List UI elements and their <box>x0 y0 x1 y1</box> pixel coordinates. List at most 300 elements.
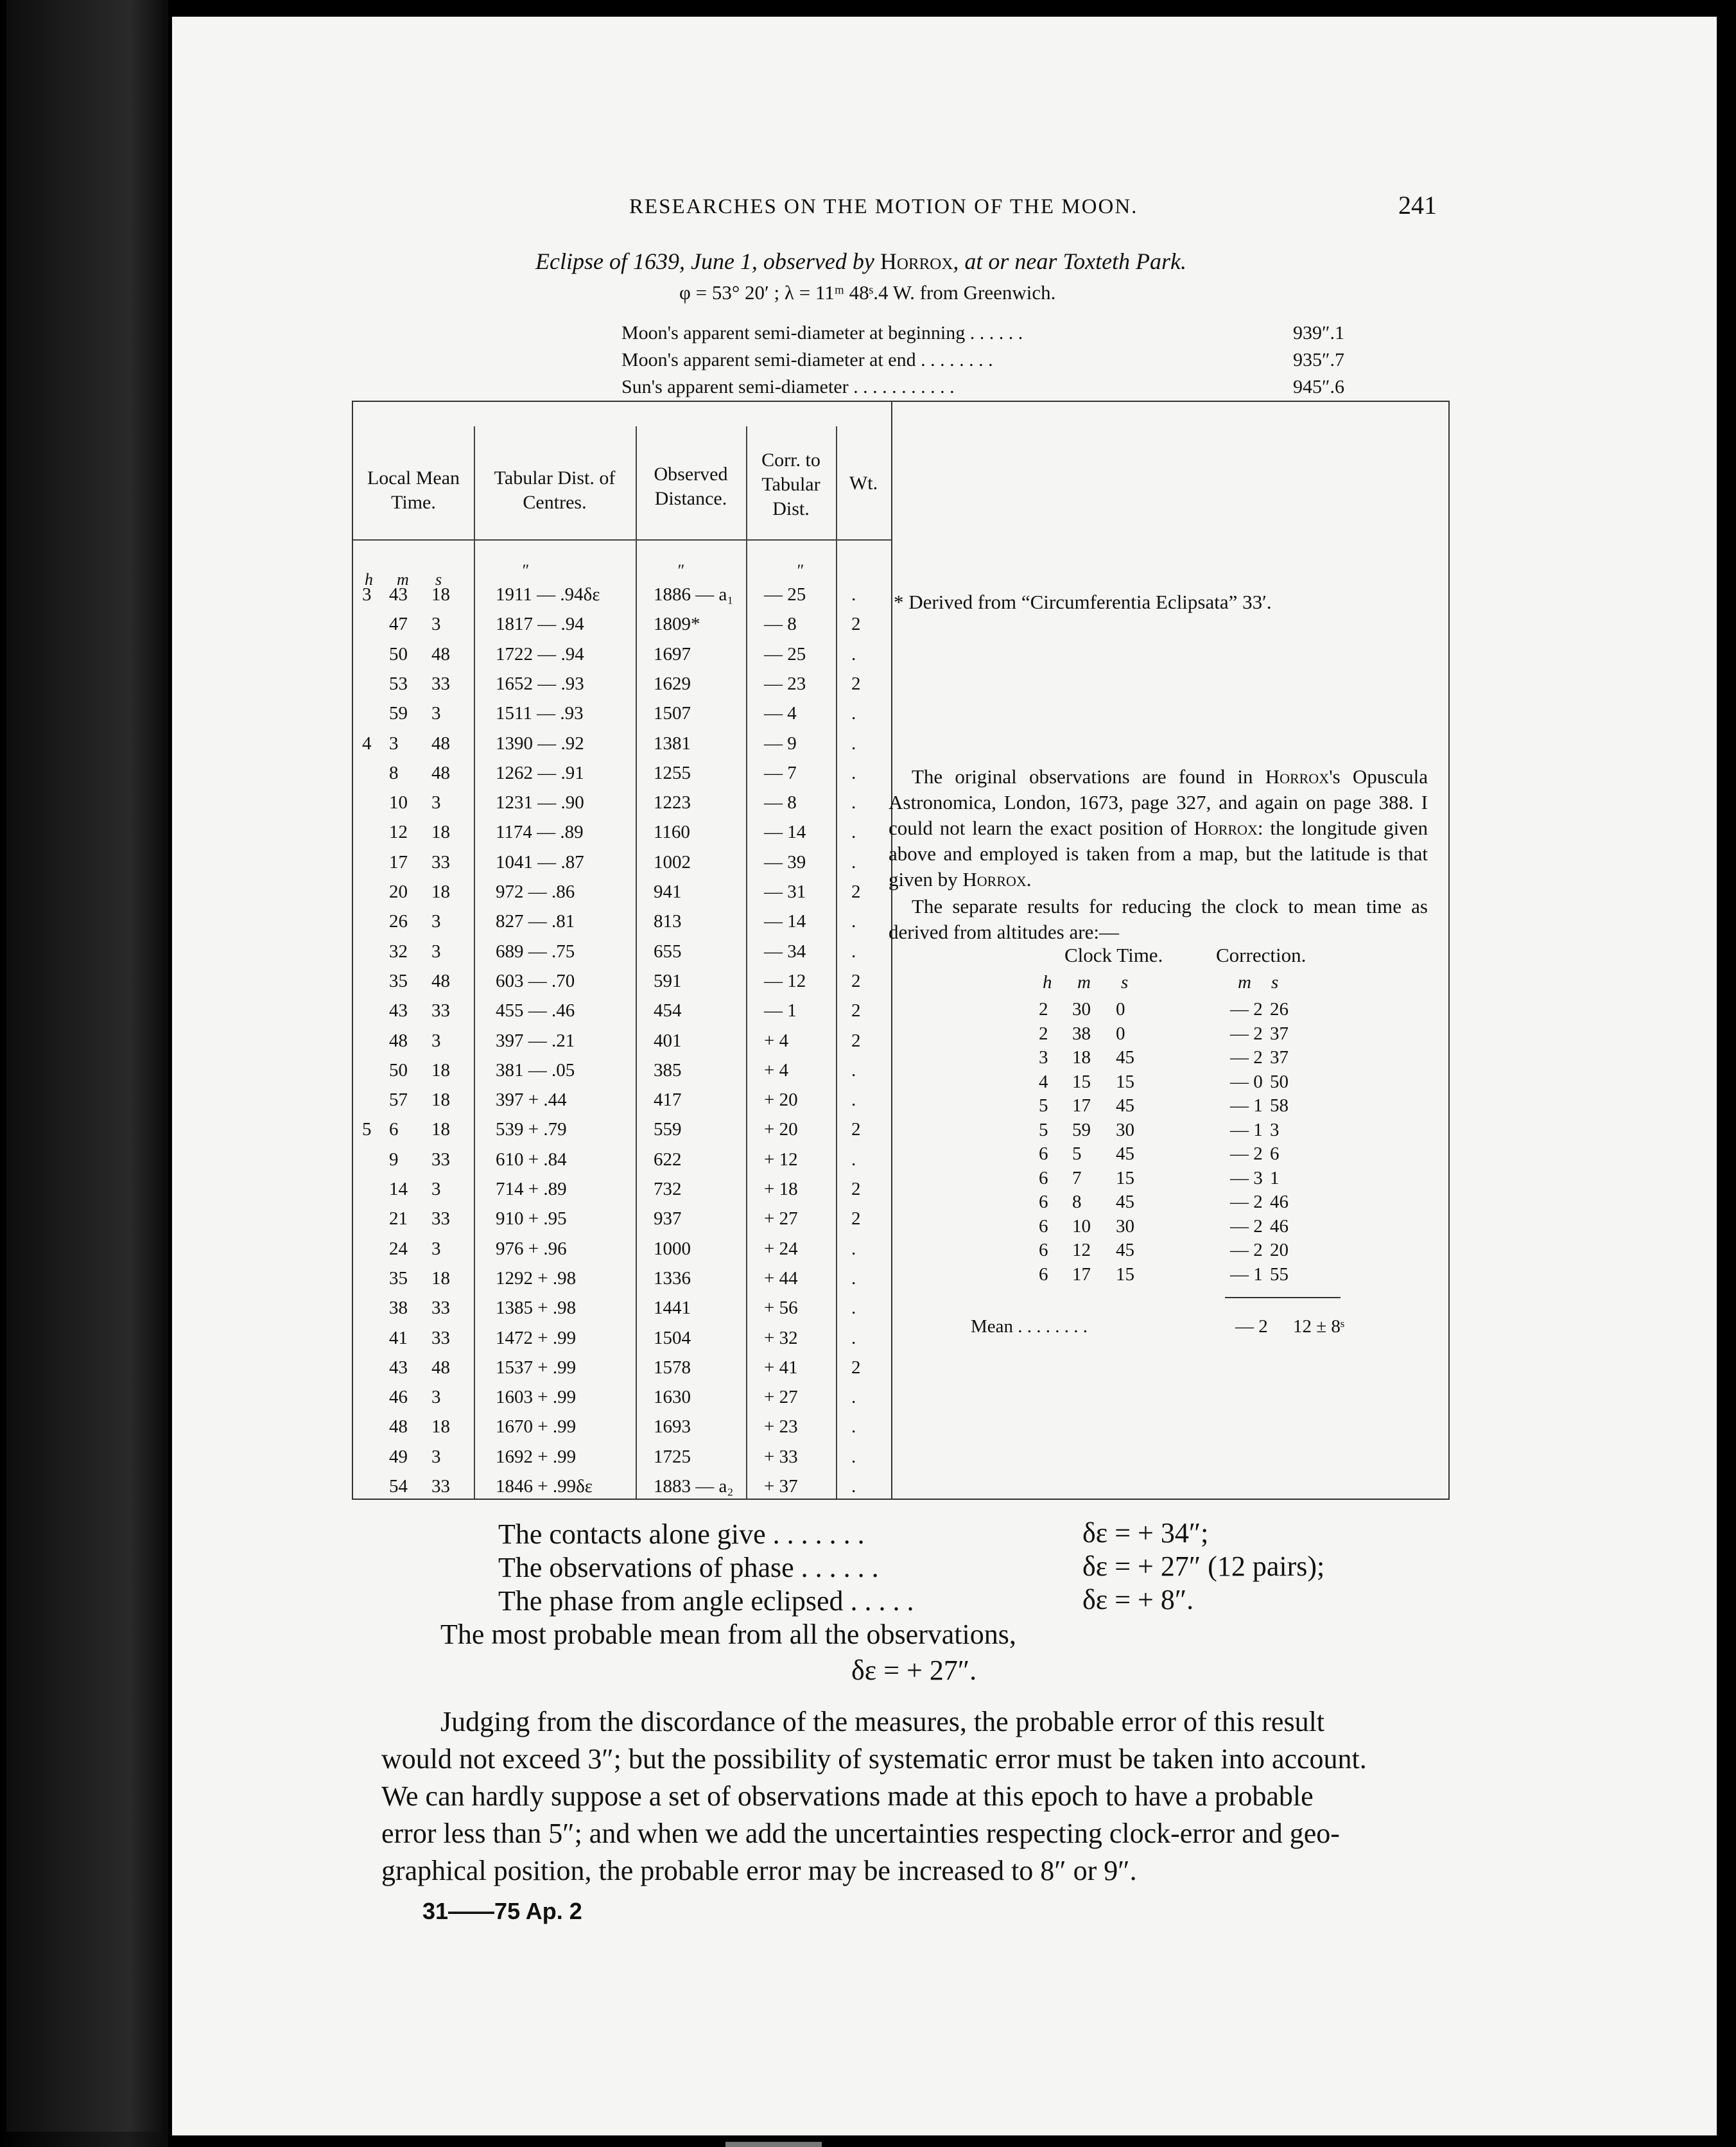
paragraph-text: The original observations are found in <box>912 765 1265 788</box>
row-observed-distance: 1381 <box>654 733 691 754</box>
row-weight: . <box>851 703 856 724</box>
row-minutes: 54 <box>389 1476 408 1497</box>
row-correction: — 34 <box>764 941 806 962</box>
unit-s: s <box>1121 972 1129 993</box>
row-correction: + 32 <box>764 1327 798 1348</box>
correction-minutes: — 3 <box>1230 1167 1263 1188</box>
row-weight: 2 <box>851 1208 861 1230</box>
semi-diameter-label: Moon's apparent semi-diameter at end . . . . . . . . <box>621 349 993 370</box>
row-tabular-distance: 1722 — .94 <box>496 643 584 665</box>
row-tabular-distance: 397 + .44 <box>496 1090 567 1111</box>
row-weight: . <box>851 1149 856 1170</box>
row-weight: . <box>851 911 856 932</box>
correction-seconds: 37 <box>1270 1023 1289 1044</box>
row-correction: + 24 <box>764 1238 798 1259</box>
unit-hours: h <box>365 570 373 589</box>
correction-seconds: 50 <box>1270 1071 1289 1092</box>
row-minutes: 43 <box>389 1357 408 1378</box>
eclipse-title-part1: Eclipse of 1639, June 1, observed by <box>535 248 880 274</box>
body-line: We can hardly suppose a set of observations made at this epoch to have a probable <box>381 1780 1314 1812</box>
clock-minutes: 12 <box>1072 1240 1091 1260</box>
header-correction: Corr. to Tabular Dist. <box>761 449 820 519</box>
row-correction: — 23 <box>764 673 806 694</box>
header-observed-distance: Observed Distance. <box>654 464 728 509</box>
row-weight: . <box>851 1387 856 1408</box>
row-correction: — 25 <box>764 643 806 665</box>
row-correction: + 4 <box>764 1030 789 1051</box>
row-correction: — 4 <box>764 703 797 724</box>
row-weight: 2 <box>851 673 861 694</box>
row-minutes: 32 <box>389 941 408 962</box>
row-weight: . <box>851 1238 856 1259</box>
clock-minutes: 8 <box>1072 1192 1082 1212</box>
correction-minutes: — 2 <box>1230 1023 1263 1044</box>
row-tabular-distance: 910 + .95 <box>496 1208 567 1230</box>
signature-mark: 31——75 Ap. 2 <box>422 1898 582 1924</box>
row-minutes: 10 <box>389 792 408 813</box>
correction-minutes: — 2 <box>1230 1215 1263 1237</box>
correction-seconds: 20 <box>1270 1240 1289 1260</box>
row-seconds: 3 <box>431 703 441 724</box>
row-observed-distance: 1630 <box>654 1387 691 1408</box>
row-weight: . <box>851 1327 856 1348</box>
row-weight: . <box>851 1416 856 1438</box>
row-minutes: 41 <box>389 1327 408 1348</box>
row-minutes: 35 <box>389 1267 408 1289</box>
row-weight: 2 <box>851 882 861 902</box>
clock-seconds: 15 <box>1116 1264 1134 1285</box>
row-correction: + 20 <box>764 1090 798 1111</box>
header-rule <box>353 539 891 541</box>
row-weight: . <box>851 1476 856 1497</box>
row-seconds: 3 <box>431 1238 441 1259</box>
semi-diameter-label: Sun's apparent semi-diameter . . . . . . . . . . . <box>621 376 955 397</box>
unit-minutes: m <box>397 570 409 589</box>
row-tabular-distance: 455 — .46 <box>496 1000 575 1021</box>
row-seconds: 48 <box>431 970 450 991</box>
row-correction: — 9 <box>764 733 797 754</box>
clock-seconds: 45 <box>1116 1047 1134 1068</box>
row-seconds: 3 <box>431 941 441 962</box>
row-correction: + 41 <box>764 1357 798 1378</box>
semi-diameter-value: 939″.1 <box>1293 322 1344 343</box>
row-observed-distance: 941 <box>654 882 682 902</box>
mean-label: Mean . . . . . . . . <box>971 1316 1088 1337</box>
header-tabular-distance: Tabular Dist. of Centres. <box>494 467 616 513</box>
row-correction: + 44 <box>764 1267 798 1289</box>
clock-hours: 2 <box>1039 1023 1048 1044</box>
column-divider <box>746 426 747 1499</box>
row-correction: + 18 <box>764 1179 798 1199</box>
clock-minutes: 15 <box>1072 1071 1091 1092</box>
row-tabular-distance: 1472 + .99 <box>496 1327 577 1348</box>
clock-seconds: 45 <box>1116 1192 1134 1212</box>
correction-seconds: 46 <box>1270 1215 1289 1237</box>
clock-minutes: 10 <box>1072 1215 1091 1237</box>
row-tabular-distance: 1911 — .94δε <box>496 584 600 605</box>
row-observed-distance: 1000 <box>654 1238 691 1259</box>
row-seconds: 33 <box>431 1149 450 1170</box>
row-correction: — 14 <box>764 822 806 843</box>
row-correction: — 31 <box>764 882 806 902</box>
row-weight: 2 <box>851 614 861 635</box>
unit-cm: m <box>1238 972 1251 993</box>
row-correction: + 23 <box>764 1416 798 1438</box>
clock-seconds: 45 <box>1116 1095 1134 1116</box>
clock-minutes: 59 <box>1072 1119 1091 1140</box>
row-minutes: 57 <box>389 1090 408 1111</box>
row-correction: — 12 <box>764 970 806 991</box>
row-tabular-distance: 1262 — .91 <box>496 762 584 783</box>
row-seconds: 18 <box>431 882 450 902</box>
row-minutes: 50 <box>389 643 408 665</box>
row-observed-distance: 655 <box>654 941 682 962</box>
row-seconds: 33 <box>431 673 450 694</box>
correction-minutes: — 1 <box>1230 1119 1263 1140</box>
row-observed-distance: 1002 <box>654 851 691 873</box>
paragraph-original-observations <box>889 764 1428 892</box>
name-horrox: Horrox <box>962 868 1027 891</box>
result-label: The contacts alone give . . . . . . . <box>498 1518 865 1550</box>
paragraph-text: : the longitude given above and employed is taken from a map, but the latitude is that given by <box>889 817 1428 891</box>
row-observed-distance: 1809* <box>654 614 700 635</box>
row-minutes: 17 <box>389 851 408 873</box>
row-minutes: 3 <box>389 733 399 754</box>
semi-diameter-value: 945″.6 <box>1293 376 1344 397</box>
row-tabular-distance: 1231 — .90 <box>496 792 584 813</box>
row-minutes: 48 <box>389 1030 408 1051</box>
running-head: RESEARCHES ON THE MOTION OF THE MOON. <box>629 195 1138 218</box>
row-seconds: 3 <box>431 911 441 932</box>
most-probable-value: δε = + 27″. <box>851 1655 977 1686</box>
correction-seconds: 46 <box>1270 1192 1289 1212</box>
unit-arcsec-tabular: ″ <box>521 561 528 580</box>
mean-rule <box>1225 1297 1341 1298</box>
row-weight: 2 <box>851 1030 861 1051</box>
row-minutes: 35 <box>389 970 408 991</box>
clock-seconds: 30 <box>1116 1119 1134 1140</box>
row-correction: — 1 <box>764 1000 797 1021</box>
row-observed-distance: 732 <box>654 1179 682 1199</box>
unit-m: m <box>1077 972 1091 993</box>
row-observed-distance: 1507 <box>654 703 691 724</box>
row-tabular-distance: 397 — .21 <box>496 1030 575 1051</box>
clock-seconds: 45 <box>1116 1143 1134 1164</box>
row-minutes: 21 <box>389 1208 408 1230</box>
row-seconds: 33 <box>431 1298 450 1319</box>
row-minutes: 8 <box>389 762 399 783</box>
row-tabular-distance: 1603 + .99 <box>496 1387 577 1408</box>
clock-hours: 6 <box>1039 1192 1048 1212</box>
clock-hours: 3 <box>1039 1047 1048 1068</box>
row-tabular-distance: 603 — .70 <box>496 970 575 991</box>
row-observed-distance: 622 <box>654 1149 682 1170</box>
row-tabular-distance: 714 + .89 <box>496 1179 567 1199</box>
unit-arcsec-correction: ″ <box>796 561 803 580</box>
correction-seconds: 6 <box>1270 1143 1280 1164</box>
clock-minutes: 17 <box>1072 1264 1091 1285</box>
clock-time-header: Clock Time. <box>1064 944 1163 966</box>
row-seconds: 3 <box>431 614 441 635</box>
row-seconds: 18 <box>431 1059 450 1081</box>
row-seconds: 3 <box>431 1446 441 1467</box>
clock-seconds: 45 <box>1116 1240 1134 1260</box>
row-tabular-distance: 381 — .05 <box>496 1059 575 1081</box>
row-seconds: 33 <box>431 851 450 873</box>
row-hours: 5 <box>362 1119 372 1140</box>
row-tabular-distance: 1652 — .93 <box>496 673 584 694</box>
row-correction: + 56 <box>764 1298 798 1319</box>
row-correction: + 12 <box>764 1149 798 1170</box>
semi-diameter-label: Moon's apparent semi-diameter at beginning . . . . . . <box>621 322 1023 343</box>
row-tabular-distance: 1670 + .99 <box>496 1416 577 1438</box>
row-observed-distance: 1725 <box>654 1446 691 1467</box>
clock-minutes: 18 <box>1072 1047 1091 1068</box>
row-weight: 2 <box>851 1000 861 1021</box>
row-observed-distance: 1697 <box>654 643 691 665</box>
row-correction: — 14 <box>764 911 806 932</box>
semi-diameter-value: 935″.7 <box>1293 349 1344 370</box>
mean-minutes: — 2 <box>1235 1316 1268 1337</box>
row-tabular-distance: 1511 — .93 <box>496 703 584 724</box>
row-weight: . <box>851 762 856 783</box>
row-observed-distance: 1693 <box>654 1416 691 1438</box>
row-minutes: 20 <box>389 882 408 902</box>
coordinates: φ = 53° 20′ ; λ = 11ᵐ 48ˢ.4 W. from Greenwich. <box>679 281 1056 304</box>
correction-minutes: — 2 <box>1230 1047 1263 1068</box>
clock-hours: 6 <box>1039 1215 1048 1237</box>
most-probable-label: The most probable mean from all the observations, <box>440 1619 1016 1650</box>
row-observed-distance: 1223 <box>654 792 691 813</box>
correction-seconds: 37 <box>1270 1047 1289 1068</box>
row-observed-distance: 401 <box>654 1030 682 1051</box>
row-seconds: 18 <box>431 1119 450 1140</box>
row-seconds: 18 <box>431 822 450 843</box>
row-weight: 2 <box>851 1119 861 1140</box>
clock-hours: 2 <box>1039 999 1048 1020</box>
clock-seconds: 30 <box>1116 1215 1134 1237</box>
row-weight: 2 <box>851 1357 861 1378</box>
row-correction: — 8 <box>764 792 797 813</box>
row-seconds: 18 <box>431 1267 450 1289</box>
row-tabular-distance: 1292 + .98 <box>496 1267 577 1289</box>
row-observed-distance: 1886 — a₁ <box>654 584 734 605</box>
row-seconds: 3 <box>431 1387 441 1408</box>
result-label: The observations of phase . . . . . . <box>498 1552 879 1583</box>
row-weight: . <box>851 1267 856 1289</box>
book-page <box>172 17 1717 2135</box>
clock-seconds: 0 <box>1116 1023 1125 1044</box>
eclipse-title-part2: , at or near Toxteth Park. <box>953 248 1187 274</box>
row-seconds: 33 <box>431 1476 450 1497</box>
result-value: δε = + 34″; <box>1082 1517 1209 1549</box>
column-divider <box>636 426 637 1499</box>
row-observed-distance: 559 <box>654 1119 682 1140</box>
header-weight: Wt. <box>849 473 878 494</box>
row-seconds: 33 <box>431 1208 450 1230</box>
row-tabular-distance: 1174 — .89 <box>496 822 584 843</box>
row-observed-distance: 1883 — a₂ <box>654 1476 734 1497</box>
mean-seconds: 12 ± 8ˢ <box>1293 1316 1345 1337</box>
correction-seconds: 26 <box>1270 999 1289 1020</box>
row-seconds: 3 <box>431 1030 441 1051</box>
row-tabular-distance: 976 + .96 <box>496 1238 567 1259</box>
row-tabular-distance: 972 — .86 <box>496 882 575 902</box>
row-minutes: 53 <box>389 673 408 694</box>
row-tabular-distance: 827 — .81 <box>496 911 575 932</box>
row-minutes: 26 <box>389 911 408 932</box>
row-weight: . <box>851 1059 856 1081</box>
clock-hours: 4 <box>1039 1071 1048 1092</box>
body-line: would not exceed 3″; but the possibility of systematic error must be taken into account. <box>381 1743 1367 1775</box>
row-seconds: 33 <box>431 1000 450 1021</box>
row-correction: + 27 <box>764 1387 798 1408</box>
row-minutes: 47 <box>389 614 408 635</box>
body-line: error less than 5″; and when we add the uncertainties respecting clock-error and geo- <box>381 1818 1340 1849</box>
row-minutes: 14 <box>389 1179 408 1199</box>
row-correction: — 25 <box>764 584 806 605</box>
correction-minutes: — 2 <box>1230 1143 1263 1164</box>
row-observed-distance: 591 <box>654 970 682 991</box>
correction-seconds: 55 <box>1270 1264 1289 1285</box>
correction-minutes: — 2 <box>1230 1240 1263 1260</box>
clock-minutes: 30 <box>1072 999 1091 1020</box>
correction-seconds: 3 <box>1270 1119 1280 1140</box>
row-correction: — 8 <box>764 614 797 635</box>
correction-seconds: 58 <box>1270 1095 1289 1116</box>
row-tabular-distance: 1041 — .87 <box>496 851 584 873</box>
column-divider <box>474 426 475 1499</box>
row-minutes: 50 <box>389 1059 408 1081</box>
row-hours: 4 <box>362 733 372 754</box>
row-observed-distance: 1255 <box>654 762 691 783</box>
row-weight: . <box>851 1298 856 1319</box>
unit-h: h <box>1043 972 1052 993</box>
clock-hours: 6 <box>1039 1240 1048 1260</box>
row-observed-distance: 385 <box>654 1059 682 1081</box>
row-seconds: 18 <box>431 1090 450 1111</box>
clock-minutes: 7 <box>1072 1167 1082 1188</box>
row-weight: 2 <box>851 1179 861 1199</box>
row-observed-distance: 1336 <box>654 1267 691 1289</box>
row-tabular-distance: 610 + .84 <box>496 1149 567 1170</box>
paragraph-clock-reduction: The separate results for reducing the clock to mean time as derived from altitudes are:— <box>889 895 1428 943</box>
row-seconds: 33 <box>431 1327 450 1348</box>
column-divider <box>836 426 837 1499</box>
correction-minutes: — 1 <box>1230 1095 1263 1116</box>
row-tabular-distance: 1817 — .94 <box>496 614 584 635</box>
unit-seconds: s <box>435 570 442 589</box>
row-weight: 2 <box>851 970 861 991</box>
row-weight: . <box>851 643 856 665</box>
body-line: graphical position, the probable error may be increased to 8″ or 9″. <box>381 1855 1137 1886</box>
body-line: Judging from the discordance of the measures, the probable error of this result <box>440 1706 1325 1737</box>
clock-seconds: 0 <box>1116 999 1125 1020</box>
row-correction: + 37 <box>764 1476 798 1497</box>
row-seconds: 48 <box>431 643 450 665</box>
row-observed-distance: 937 <box>654 1208 682 1230</box>
clock-hours: 6 <box>1039 1167 1048 1188</box>
clock-hours: 6 <box>1039 1143 1048 1164</box>
row-observed-distance: 454 <box>654 1000 682 1021</box>
row-minutes: 6 <box>389 1119 399 1140</box>
unit-arcsec-observed: ″ <box>677 561 684 580</box>
row-correction: + 20 <box>764 1119 798 1140</box>
row-observed-distance: 417 <box>654 1090 682 1111</box>
clock-hours: 5 <box>1039 1095 1048 1116</box>
row-minutes: 43 <box>389 584 408 605</box>
name-horrox: Horrox <box>1194 817 1258 839</box>
row-minutes: 9 <box>389 1149 399 1170</box>
row-seconds: 18 <box>431 1416 450 1438</box>
row-tabular-distance: 1385 + .98 <box>496 1298 577 1319</box>
clock-minutes: 38 <box>1072 1023 1091 1044</box>
row-minutes: 43 <box>389 1000 408 1021</box>
row-tabular-distance: 1692 + .99 <box>496 1446 577 1467</box>
clock-minutes: 5 <box>1072 1143 1082 1164</box>
row-correction: — 7 <box>764 762 797 783</box>
name-horrox: Horrox <box>1265 765 1330 788</box>
row-correction: + 4 <box>764 1059 789 1081</box>
row-minutes: 24 <box>389 1238 408 1259</box>
row-weight: . <box>851 1446 856 1467</box>
row-tabular-distance: 1390 — .92 <box>496 733 584 754</box>
row-observed-distance: 1441 <box>654 1298 691 1319</box>
header-local-mean-time: Local Mean Time. <box>367 467 460 513</box>
row-correction: — 39 <box>764 851 806 873</box>
previous-page-edge <box>6 0 161 2132</box>
footnote: * Derived from “Circumferentia Eclipsata” 33′. <box>894 591 1272 613</box>
paragraph-text: . <box>1026 868 1032 891</box>
row-minutes: 59 <box>389 703 408 724</box>
row-weight: . <box>851 822 856 843</box>
clock-seconds: 15 <box>1116 1071 1134 1092</box>
row-correction: + 27 <box>764 1208 798 1230</box>
unit-cs: s <box>1271 972 1279 993</box>
correction-minutes: — 2 <box>1230 999 1263 1020</box>
correction-minutes: — 2 <box>1230 1192 1263 1212</box>
row-minutes: 48 <box>389 1416 408 1438</box>
row-weight: . <box>851 1090 856 1111</box>
eclipse-title <box>535 248 1186 275</box>
clock-hours: 6 <box>1039 1264 1048 1285</box>
clock-minutes: 17 <box>1072 1095 1091 1116</box>
row-correction: + 33 <box>764 1446 798 1467</box>
correction-minutes: — 1 <box>1230 1264 1263 1285</box>
paragraph-text: 's Opuscula Astronomica, London, 1673, page 327, and again on page 388. I could not learn the exact position of <box>889 765 1428 839</box>
row-seconds: 48 <box>431 733 450 754</box>
row-tabular-distance: 539 + .79 <box>496 1119 567 1140</box>
result-value: δε = + 27″ (12 pairs); <box>1082 1551 1325 1582</box>
row-seconds: 3 <box>431 1179 441 1199</box>
row-weight: . <box>851 792 856 813</box>
row-hours: 3 <box>362 584 372 605</box>
row-tabular-distance: 1846 + .99δε <box>496 1476 593 1497</box>
row-weight: . <box>851 851 856 873</box>
correction-seconds: 1 <box>1270 1167 1280 1188</box>
row-minutes: 38 <box>389 1298 408 1319</box>
row-minutes: 12 <box>389 822 408 843</box>
clock-hours: 5 <box>1039 1119 1048 1140</box>
eclipse-observer: Horrox <box>880 248 953 274</box>
row-minutes: 46 <box>389 1387 408 1408</box>
correction-header: Correction. <box>1216 944 1306 966</box>
result-value: δε = + 8″. <box>1082 1584 1194 1615</box>
row-tabular-distance: 1537 + .99 <box>496 1357 577 1378</box>
correction-minutes: — 0 <box>1230 1071 1263 1092</box>
binding-tab <box>725 2142 822 2147</box>
result-label: The phase from angle eclipsed . . . . . <box>498 1585 914 1617</box>
